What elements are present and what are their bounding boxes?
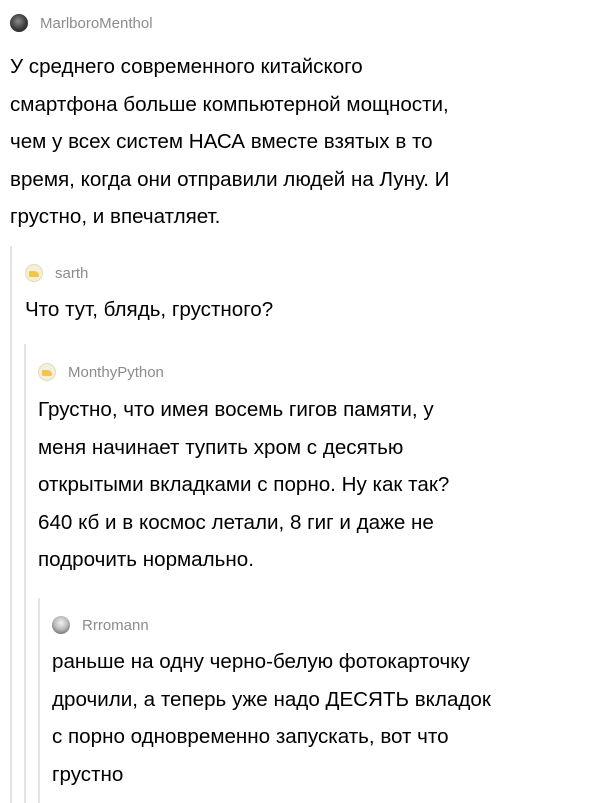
post-reblog-2 bbox=[38, 361, 595, 579]
post-body: раньше на одну черно-белую фотокарточку дрочили, а теперь уже надо ДЕСЯТЬ вкладок с порно одновременно запускать, вот что грустно bbox=[52, 650, 491, 786]
post-header bbox=[10, 12, 595, 34]
post-header bbox=[38, 361, 595, 383]
post-username[interactable]: MonthyPython bbox=[68, 363, 164, 381]
post-body: Что тут, блядь, грустного? bbox=[25, 298, 274, 321]
post-header bbox=[25, 262, 595, 284]
post-username[interactable]: sarth bbox=[55, 264, 89, 282]
post-original bbox=[10, 12, 595, 236]
post-header bbox=[52, 614, 595, 636]
post-reblog-1 bbox=[25, 262, 595, 329]
post-body: Грустно, что имея восемь гигов памяти, у меня начинает тупить хром с десятью открытыми вкладками с порно. Ну как так? 640 кб и в космос летали, 8 гиг и даже не подрочить нормально. bbox=[38, 398, 450, 571]
post-reblog-3 bbox=[52, 614, 595, 793]
user-avatar-icon[interactable] bbox=[52, 616, 70, 634]
user-avatar-icon[interactable] bbox=[25, 264, 43, 282]
reblog-rail-level-2 bbox=[24, 344, 26, 803]
reblog-rail-level-3 bbox=[38, 598, 40, 803]
user-avatar-icon[interactable] bbox=[10, 14, 28, 32]
user-avatar-icon[interactable] bbox=[38, 363, 56, 381]
post-body: У среднего современного китайского смартфона больше компьютерной мощности, чем у всех систем НАСА вместе взятых в то время, когда они отправили людей на Луну. И грустно, и впечатляет. bbox=[10, 55, 450, 228]
post-username[interactable]: Rrromann bbox=[82, 616, 149, 634]
reblog-rail-level-1 bbox=[10, 246, 12, 803]
post-username[interactable]: MarlboroMenthol bbox=[40, 14, 153, 32]
